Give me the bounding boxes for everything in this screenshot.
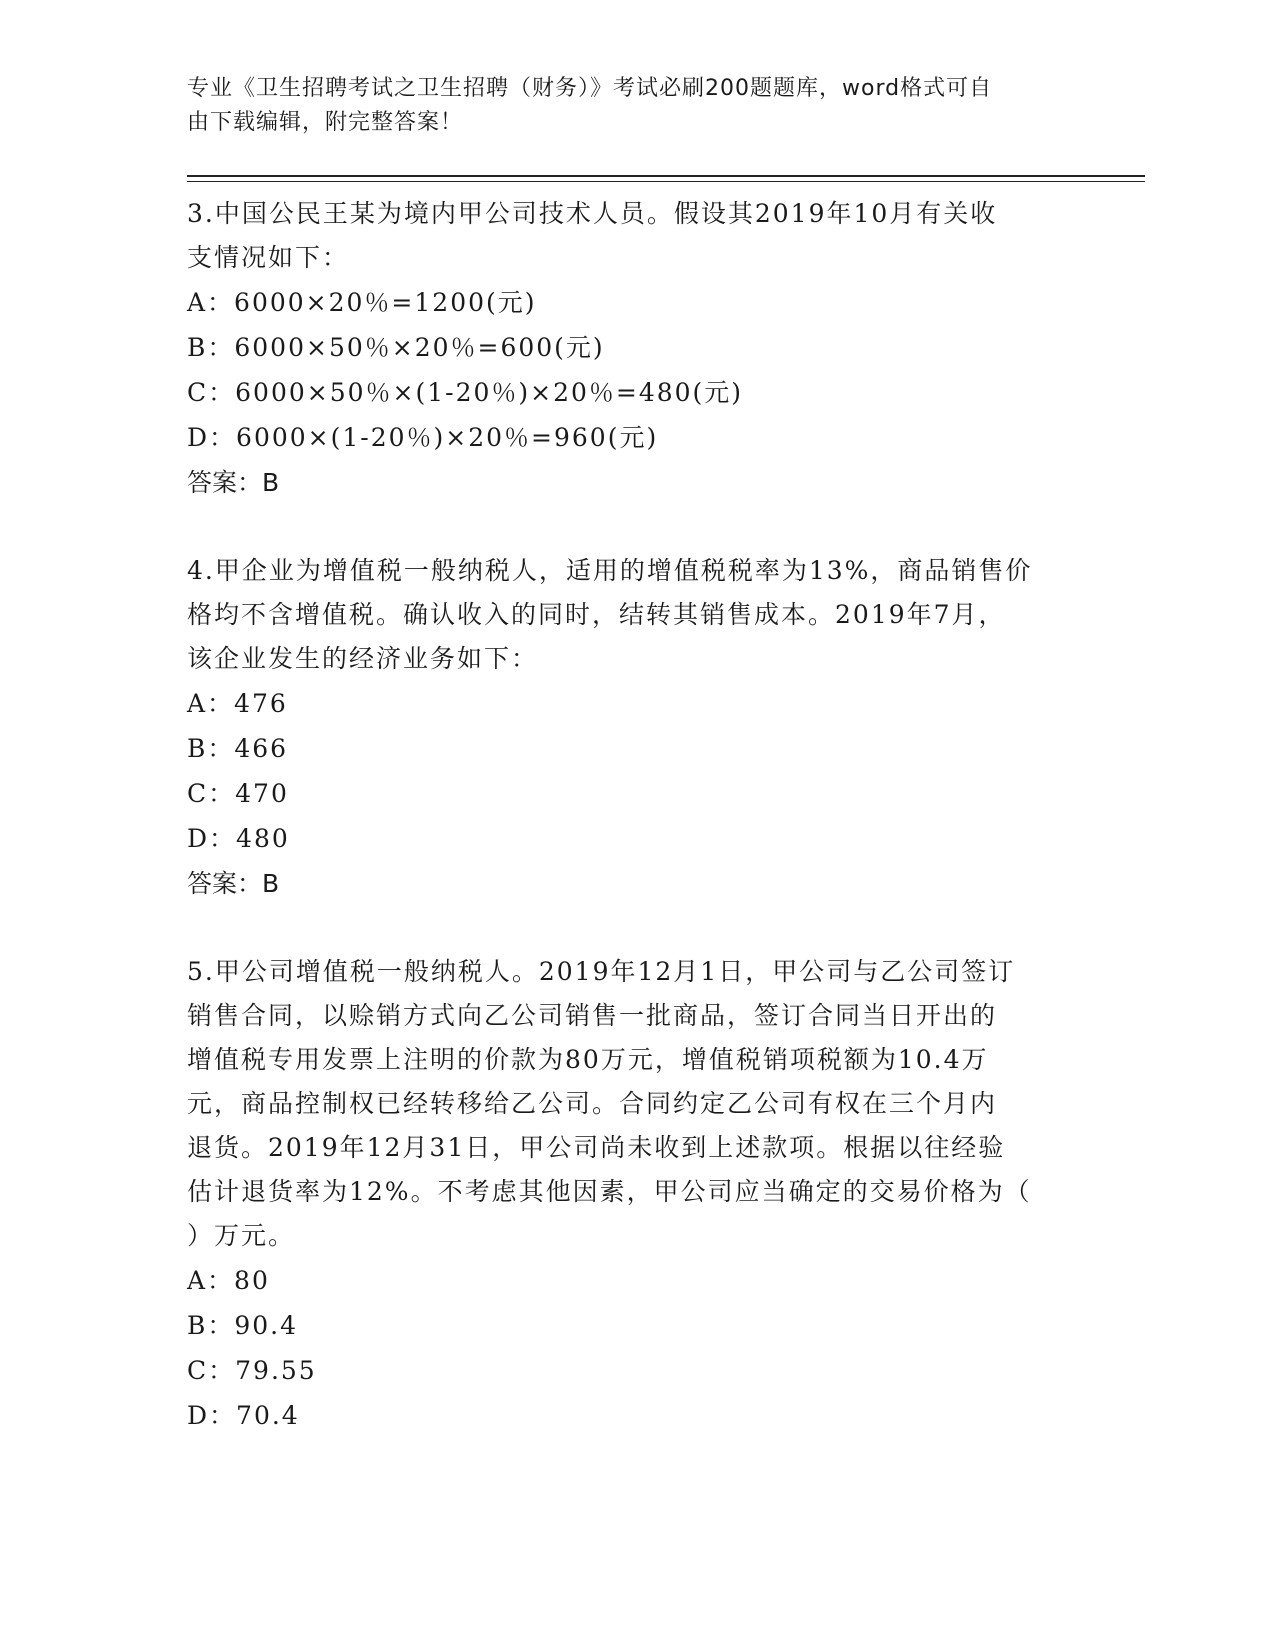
option-a: A：476	[187, 689, 288, 718]
header-line-1: 专业《卫生招聘考试之卫生招聘（财务）》考试必刷200题题库，word格式可自	[187, 76, 993, 101]
option-b: B：466	[187, 734, 289, 763]
option-a: A：80	[187, 1266, 270, 1295]
option-b: B：90.4	[187, 1311, 299, 1340]
question-stem-line: 4.甲企业为增值税一般纳税人，适用的增值税税率为13%，商品销售价	[187, 556, 1033, 585]
question-stem-line: 该企业发生的经济业务如下：	[187, 644, 539, 673]
question-stem-line: 支情况如下：	[187, 243, 350, 272]
option-c: C：79.55	[187, 1356, 317, 1385]
question-stem-line: 增值税专用发票上注明的价款为80万元，增值税销项税额为10.4万	[187, 1045, 989, 1074]
question-stem-line: 估计退货率为12%。不考虑其他因素，甲公司应当确定的交易价格为（	[187, 1177, 1032, 1206]
answer: 答案：B	[187, 468, 280, 497]
option-c: C：6000×50％×(1-20％)×20％=480(元)	[187, 378, 744, 407]
option-d: D：70.4	[187, 1401, 300, 1430]
question-4	[187, 549, 1087, 906]
option-c: C：470	[187, 779, 289, 808]
question-stem-line: 元，商品控制权已经转移给乙公司。合同约定乙公司有权在三个月内	[187, 1089, 998, 1118]
spacer	[187, 505, 1087, 549]
question-5	[187, 950, 1087, 1438]
question-list	[187, 192, 1087, 1438]
question-stem-line: 5.甲公司增值税一般纳税人。2019年12月1日，甲公司与乙公司签订	[187, 957, 1016, 986]
option-d: D：480	[187, 824, 290, 853]
option-d: D：6000×(1-20％)×20％=960(元)	[187, 423, 659, 452]
question-stem-line: 3.中国公民王某为境内甲公司技术人员。假设其2019年10月有关收	[187, 199, 998, 228]
header-line-2: 由下载编辑，附完整答案！	[187, 110, 464, 135]
answer: 答案：B	[187, 869, 280, 898]
question-stem-line: ）万元。	[187, 1221, 296, 1250]
header-divider-thin	[187, 181, 1145, 182]
option-a: A：6000×20％=1200(元)	[187, 288, 537, 317]
spacer	[187, 906, 1087, 950]
question-3	[187, 192, 1087, 505]
question-stem-line: 退货。2019年12月31日，甲公司尚未收到上述款项。根据以往经验	[187, 1133, 1006, 1162]
document-header	[187, 72, 1067, 140]
option-b: B：6000×50％×20％=600(元)	[187, 333, 605, 362]
question-stem-line: 格均不含增值税。确认收入的同时，结转其销售成本。2019年7月，	[187, 600, 1006, 629]
header-divider-thick	[187, 175, 1145, 177]
question-stem-line: 销售合同，以赊销方式向乙公司销售一批商品，签订合同当日开出的	[187, 1001, 998, 1030]
